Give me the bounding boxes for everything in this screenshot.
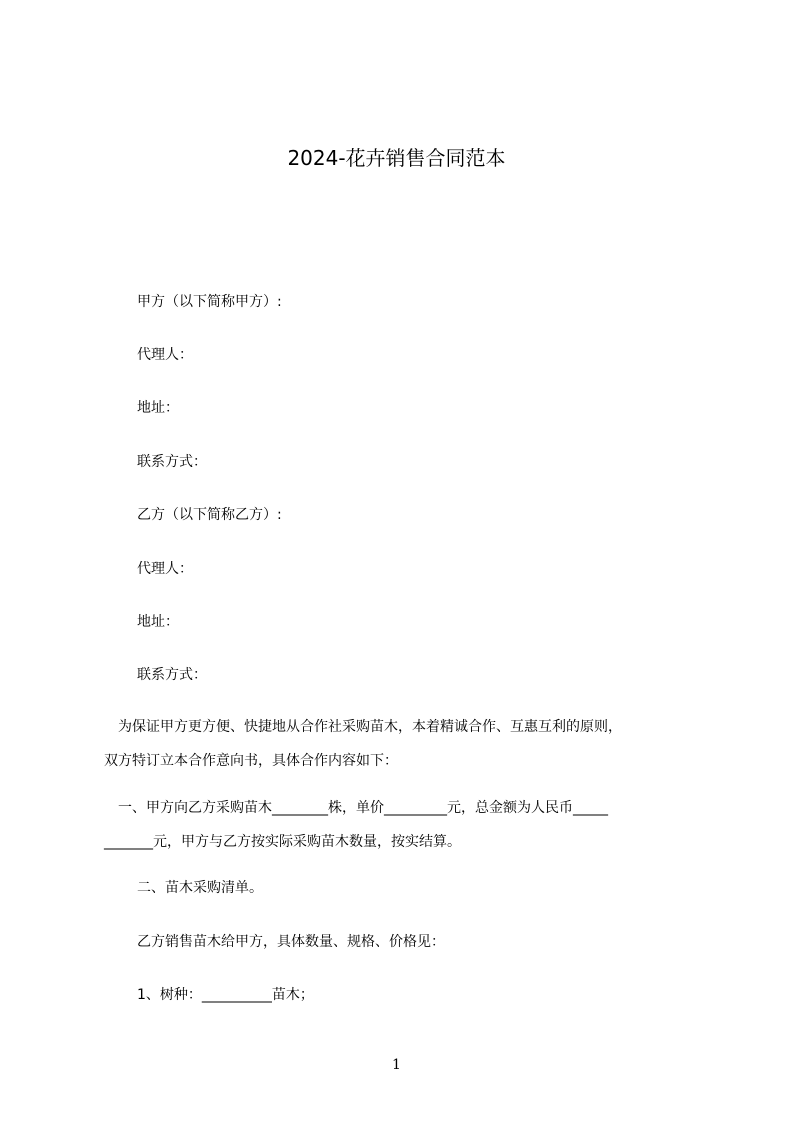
clause-2-item-1: 1、树种：__________苗木； [137, 987, 314, 1003]
party-b-label: 乙方（以下简称乙方）: [137, 507, 282, 523]
party-a-contact-label: 联系方式： [137, 454, 207, 470]
clause-2-text: 乙方销售苗木给甲方，具体数量、规格、价格见： [137, 934, 445, 950]
page-number: 1 [392, 1057, 401, 1073]
clause-1-line-1: 一、甲方向乙方采购苗木________株，单价_________元，总金额为人民币_____ [104, 800, 608, 816]
party-a-label: 甲方（以下简称甲方）: [137, 294, 282, 310]
clause-1-paragraph [104, 798, 724, 866]
party-a-agent-label: 代理人： [137, 347, 193, 363]
clause-1-line-2: _______元，甲方与乙方按实际采购苗木数量，按实结算。 [104, 834, 461, 850]
intro-line-1: 为保证甲方更方便、快捷地从合作社采购苗木，本着精诚合作、互惠互利的原则， [104, 719, 622, 735]
intro-paragraph [104, 717, 724, 785]
party-b-contact-label: 联系方式： [137, 667, 207, 683]
party-b-agent-label: 代理人： [137, 561, 193, 577]
intro-line-2: 双方特订立本合作意向书，具体合作内容如下： [104, 753, 398, 769]
party-a-address-label: 地址： [137, 400, 179, 416]
clause-2-heading: 二、苗木采购清单。 [137, 880, 263, 896]
document-title: 2024-花卉销售合同范本 [287, 146, 506, 170]
party-b-address-label: 地址： [137, 614, 179, 630]
